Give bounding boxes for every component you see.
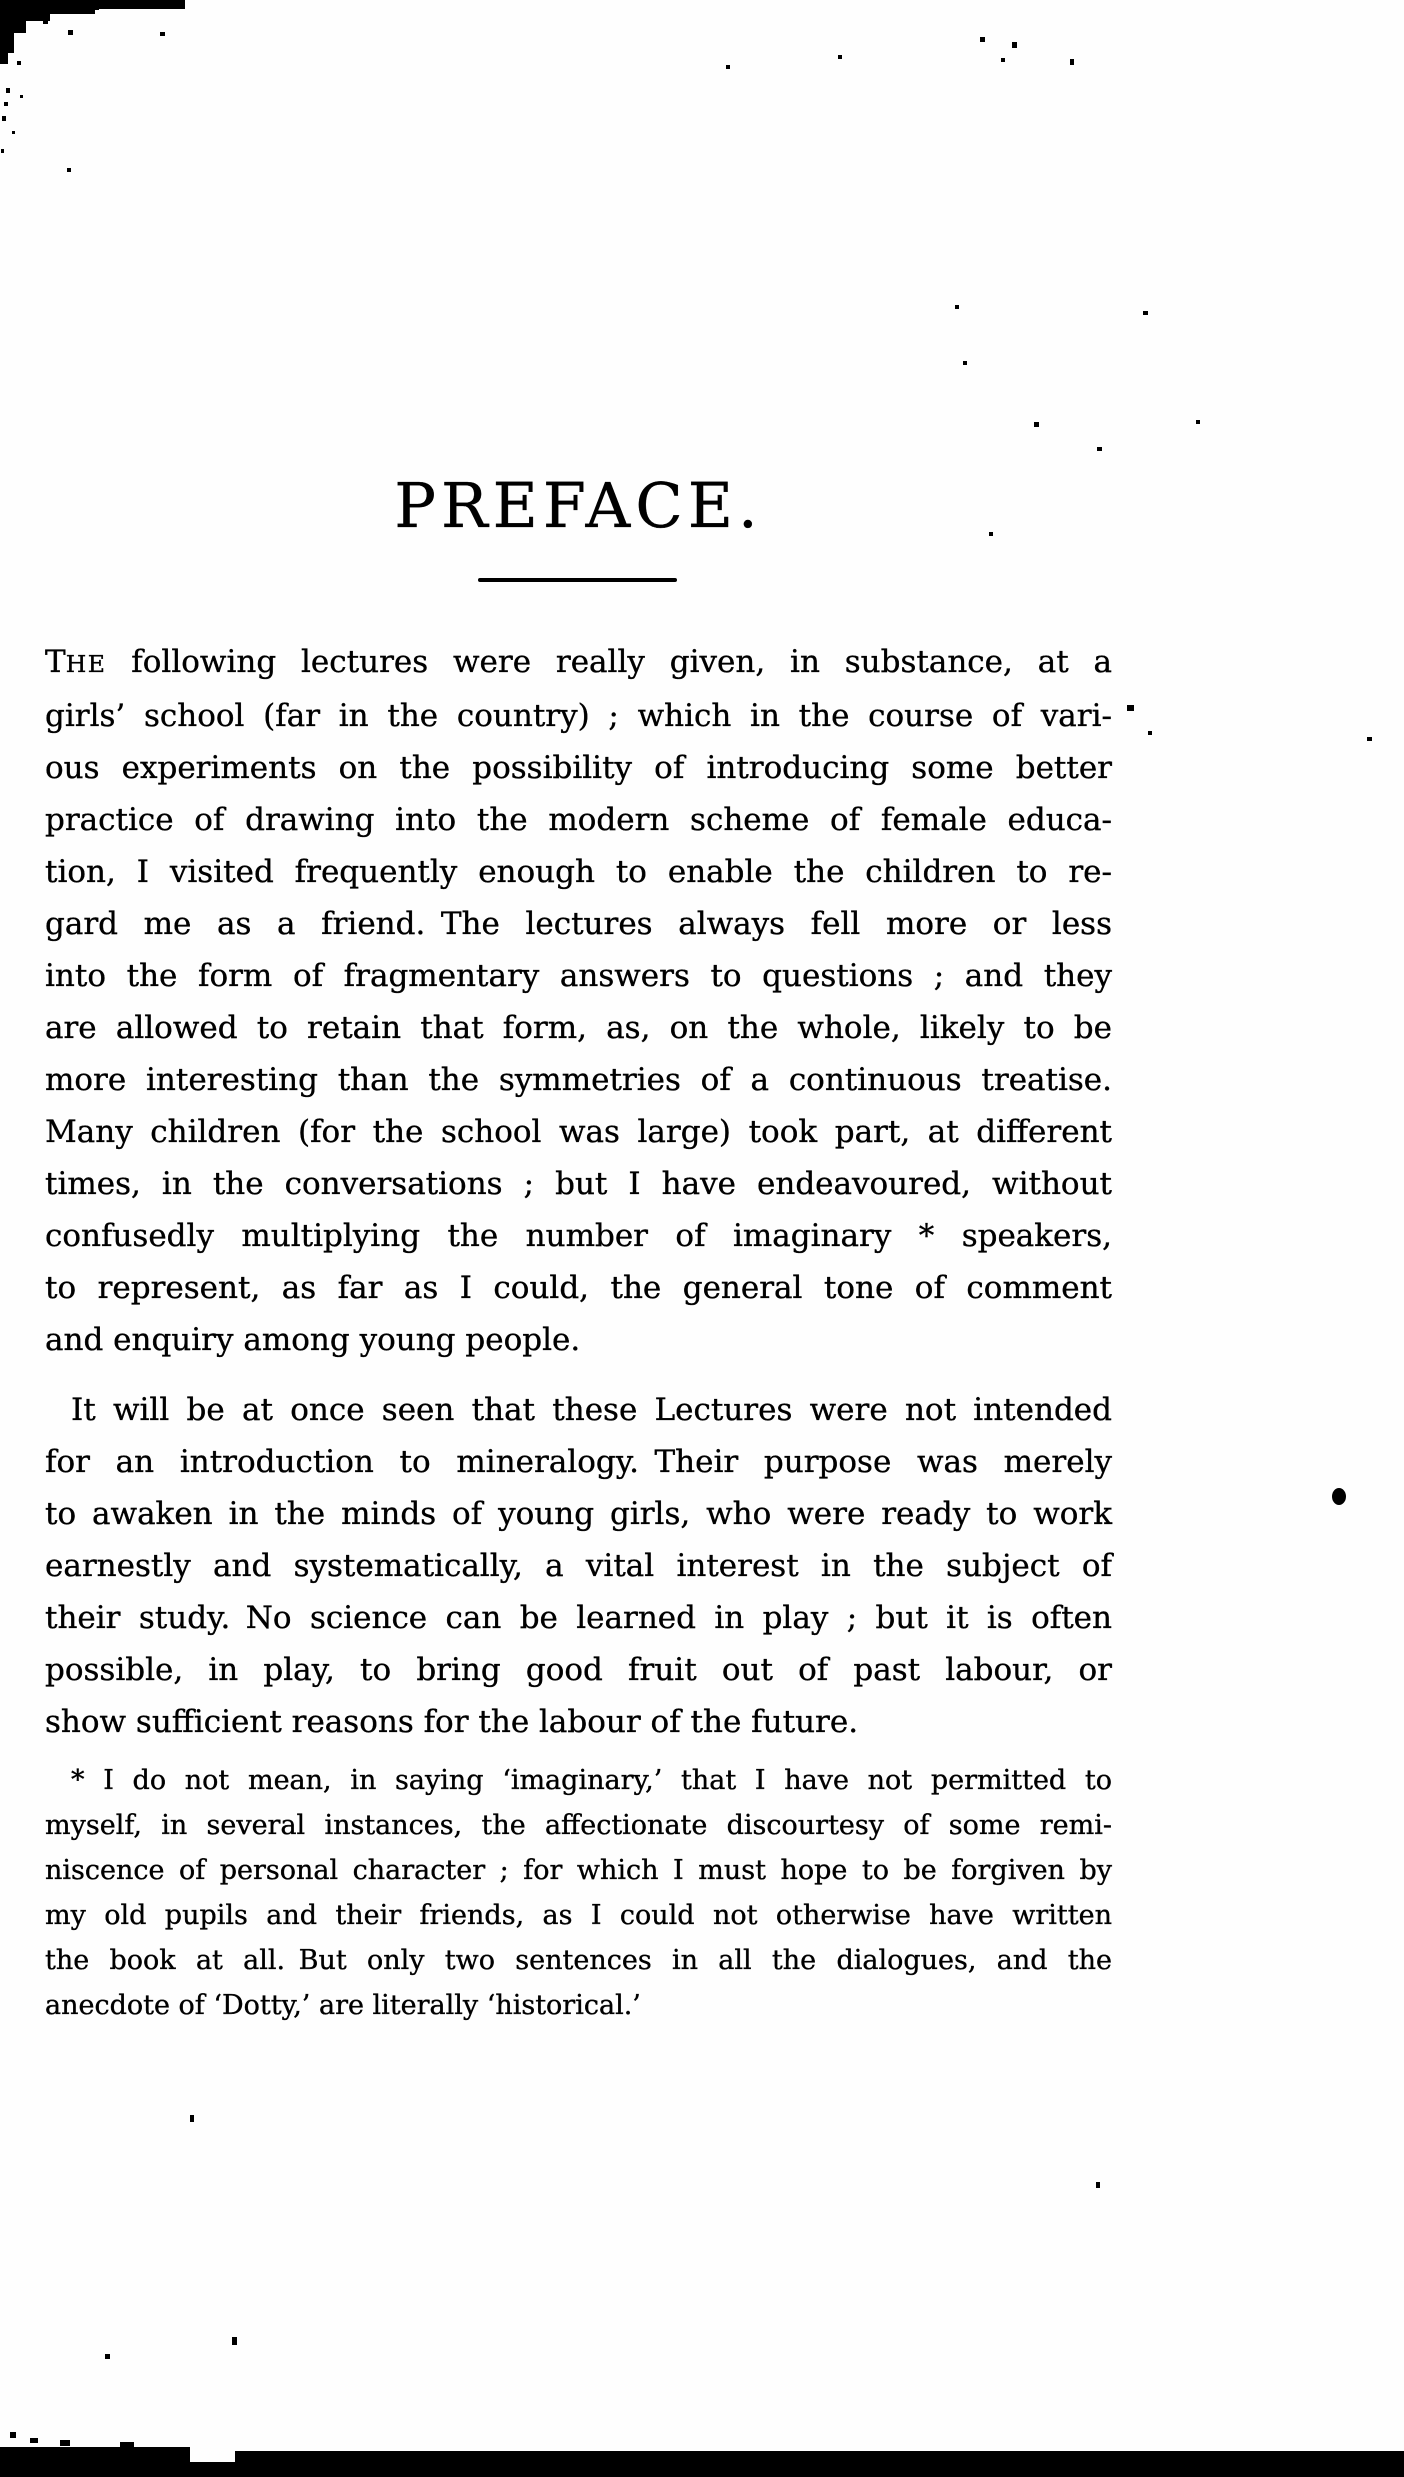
title-rule [478, 578, 677, 582]
scan-speck [1070, 59, 1074, 65]
scan-speck [60, 2440, 70, 2446]
scan-speck [955, 305, 959, 309]
corner-blob [0, 50, 8, 64]
text-line: show sufficient reasons for the labour of the future. [45, 1704, 859, 1740]
scan-speck [989, 532, 993, 536]
scan-speck [17, 61, 21, 65]
lead-cap: T [45, 644, 66, 680]
footnote [45, 1758, 1112, 2028]
text-line: into the form of fragmentary answers to questions ; and they [45, 958, 1112, 994]
text-line: gard me as a friend. The lectures always fell more or less [45, 906, 1112, 942]
footnote-line: myself, in several instances, the affectionate discourtesy of some remi- [45, 1810, 1112, 1841]
footnote-line: the book at all. But only two sentences in all the dialogues, and the [45, 1945, 1112, 1976]
text-line: for an introduction to mineralogy. Their purpose was merely [45, 1444, 1112, 1480]
footnote-line: niscence of personal character ; for which I must hope to be forgiven by [45, 1855, 1112, 1886]
scan-speck [68, 30, 73, 35]
text-line: It will be at once seen that these Lectures were not intended [71, 1392, 1112, 1428]
text-line: to represent, as far as I could, the general tone of comment [45, 1270, 1112, 1306]
text-line: girls’ school (far in the country) ; which in the course of vari- [45, 698, 1112, 734]
footnote-line: * I do not mean, in saying ‘imaginary,’ that I have not permitted to [71, 1765, 1112, 1796]
text-line: confusedly multiplying the number of imaginary * speakers, [45, 1218, 1112, 1254]
text-line: tion, I visited frequently enough to enable the children to re- [45, 854, 1112, 890]
line-text: following lectures were really given, in substance, at a [106, 644, 1112, 680]
scan-speck [1001, 58, 1005, 62]
text-line: their study. No science can be learned in play ; but it is often [45, 1600, 1112, 1636]
scan-speck [1034, 422, 1039, 427]
scan-speck [726, 65, 730, 69]
text-line: ous experiments on the possibility of introducing some better [45, 750, 1112, 786]
bottom-gutter-bar [235, 2451, 1404, 2477]
paragraph-2 [45, 1384, 1112, 1748]
scan-speck [10, 2432, 16, 2438]
scan-speck [6, 88, 10, 93]
text-line: practice of drawing into the modern scheme of female educa- [45, 802, 1112, 838]
scan-speck [1012, 42, 1017, 48]
text-line: more interesting than the symmetries of a continuous treatise. [45, 1062, 1112, 1098]
scan-speck [105, 2354, 110, 2359]
footnote-line: my old pupils and their friends, as I could not otherwise have written [45, 1900, 1112, 1931]
scan-speck [160, 32, 165, 36]
page-title: PREFACE. [394, 469, 763, 542]
scan-speck [1097, 447, 1102, 451]
scan-speck [963, 361, 967, 365]
scan-speck [838, 55, 842, 59]
scan-speck [190, 2115, 194, 2122]
scan-speck [67, 168, 71, 172]
scan-speck [232, 2337, 237, 2345]
text-line [45, 636, 1112, 690]
scan-speck [1127, 705, 1134, 711]
text-line: are allowed to retain that form, as, on the whole, likely to be [45, 1010, 1112, 1046]
text-line: Many children (for the school was large) took part, at different [45, 1114, 1112, 1150]
margin-ink-dot [1332, 1488, 1346, 1505]
scan-speck [2, 116, 6, 121]
text-line: and enquiry among young people. [45, 1322, 581, 1358]
scan-speck [30, 2438, 38, 2443]
scan-speck [4, 102, 8, 106]
text-line: possible, in play, to bring good fruit out of past labour, or [45, 1652, 1112, 1688]
text-line: to awaken in the minds of young girls, who were ready to work [45, 1496, 1112, 1532]
scan-speck [1143, 311, 1148, 315]
text-line: earnestly and systematically, a vital interest in the subject of [45, 1548, 1112, 1584]
scan-speck [43, 20, 48, 24]
lead-small-caps: HE [65, 650, 107, 678]
paragraph-1 [45, 636, 1112, 1366]
scan-speck [1196, 420, 1200, 424]
scan-speck [93, 5, 99, 10]
scan-speck [1148, 731, 1152, 735]
scan-speck [980, 37, 985, 42]
scan-speck [1367, 737, 1372, 741]
scan-speck [12, 131, 15, 134]
bottom-gutter-bar [0, 2447, 190, 2477]
scan-speck [1096, 2182, 1100, 2188]
scan-speck [20, 95, 23, 98]
bottom-gutter-bar [190, 2462, 235, 2477]
footnote-line: anecdote of ‘Dotty,’ are literally ‘historical.’ [45, 1990, 641, 2021]
scan-speck [1, 149, 4, 153]
text-line: times, in the conversations ; but I have endeavoured, without [45, 1166, 1112, 1202]
